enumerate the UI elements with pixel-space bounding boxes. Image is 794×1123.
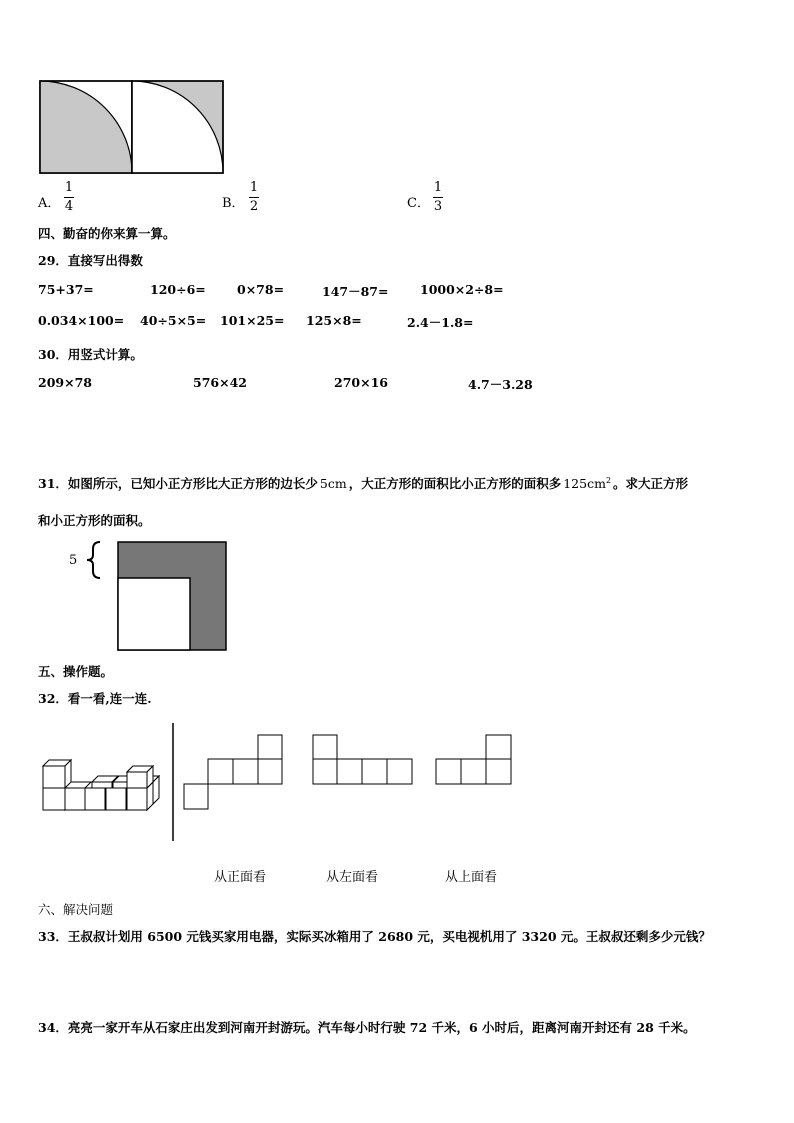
q31-area-exponent: 2 — [605, 475, 612, 485]
q31-length: 5cm — [319, 476, 347, 491]
q31-area — [563, 476, 611, 491]
q31-area-value: 125cm — [563, 476, 606, 491]
option-a-numerator: 1 — [64, 180, 74, 195]
cube-solid-3d — [43, 760, 159, 810]
section4-title: 四、勤奋的你来算一算。 — [38, 226, 176, 241]
q31-text-line2: 和小正方形的面积。 — [38, 513, 151, 528]
q31-figure-label: 5 — [69, 553, 78, 568]
option-a-label: A． — [38, 196, 61, 211]
view-label-front: 从正面看 — [214, 870, 267, 885]
q31-text-c: 。求大正方形 — [613, 476, 689, 491]
view-label-left: 从左面看 — [326, 870, 379, 885]
q29-item: 40÷5×5= — [140, 313, 207, 328]
q31-square-figure — [80, 540, 230, 652]
q29-item: 0.034×100= — [38, 313, 125, 328]
view-grid-3 — [436, 735, 511, 784]
q29-item: 1000×2÷8= — [420, 282, 504, 297]
q30-item: 270×16 — [334, 375, 388, 390]
option-c-fraction — [433, 181, 443, 214]
q33-text: 33．王叔叔计划用 6500 元钱买家用电器，实际买冰箱用了 2680 元，买电视机用了 3320 元。王叔叔还剩多少元钱？ — [38, 929, 711, 944]
option-b-fraction — [249, 181, 259, 214]
q30-item: 209×78 — [38, 375, 92, 390]
q29-title: 29．直接写出得数 — [38, 253, 143, 268]
option-b-denominator: 2 — [249, 199, 259, 214]
q29-item: 120÷6= — [150, 282, 206, 297]
option-a-fraction — [64, 181, 74, 214]
quarter-circle-figure — [39, 80, 225, 174]
option-c-numerator: 1 — [433, 180, 443, 195]
q29-item: 101×25= — [220, 313, 285, 328]
q31-text-b: ，大正方形的面积比小正方形的面积多 — [348, 476, 562, 491]
q32-title: 32．看一看,连一连. — [38, 691, 152, 706]
q29-item: 0×78= — [237, 282, 285, 297]
q29-item: 75+37= — [38, 282, 94, 297]
option-a-denominator: 4 — [64, 199, 74, 214]
q29-item: 125×8= — [306, 313, 362, 328]
q30-title: 30．用竖式计算。 — [38, 347, 143, 362]
q31-text-line1 — [38, 474, 688, 492]
q34-text: 34．亮亮一家开车从石家庄出发到河南开封游玩。汽车每小时行驶 72 千米，6 小时后，距离河南开封还有 28 千米。 — [38, 1020, 696, 1035]
view-label-top: 从上面看 — [445, 870, 498, 885]
q32-figures — [38, 720, 518, 845]
q30-item: 576×42 — [193, 375, 247, 390]
section5-title: 五、操作题。 — [38, 664, 114, 679]
q29-item: 2.4－1.8= — [407, 315, 474, 330]
option-b-label: B． — [222, 196, 245, 211]
q29-item: 147－87= — [322, 284, 389, 299]
q30-item: 4.7－3.28 — [468, 377, 533, 392]
view-grid-2 — [313, 735, 412, 784]
section6-title: 六、解决问题 — [38, 902, 114, 917]
q31-text-a: 31．如图所示，已知小正方形比大正方形的边长少 — [38, 476, 318, 491]
view-grid-1 — [184, 735, 282, 809]
option-b-numerator: 1 — [249, 180, 259, 195]
option-c-label: C． — [407, 196, 430, 211]
option-c-denominator: 3 — [433, 199, 443, 214]
